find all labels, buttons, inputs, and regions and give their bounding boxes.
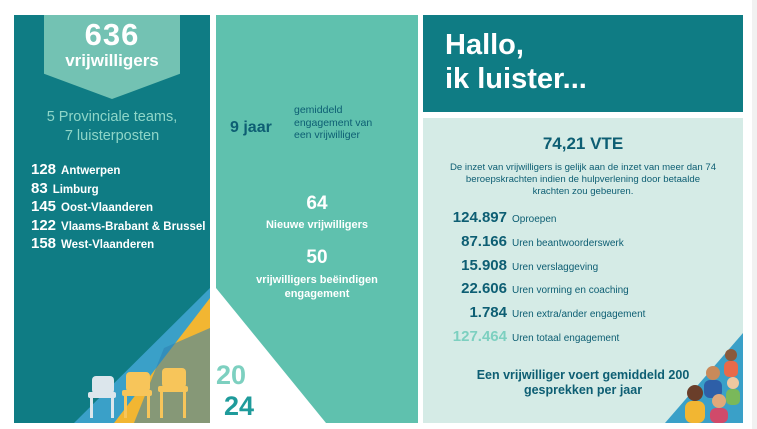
hours-label: Uren vorming en coaching bbox=[512, 285, 629, 297]
volunteer-total: 636 bbox=[84, 17, 140, 52]
teams-line-1: 5 Provinciale teams, bbox=[46, 109, 178, 125]
province-name: West-Vlaanderen bbox=[61, 239, 155, 252]
province-stats bbox=[31, 161, 205, 254]
hours-value: 124.897 bbox=[452, 209, 507, 226]
year-part-1: 20 bbox=[216, 360, 247, 390]
teams-summary bbox=[14, 108, 210, 146]
ended-label-line-1: vrijwilligers beëindigen bbox=[256, 274, 378, 286]
ended-label-line-2: engagement bbox=[284, 288, 350, 300]
greeting-line-1: Hallo, bbox=[445, 29, 524, 61]
summary-line-2: gesprekken per jaar bbox=[523, 383, 643, 397]
engagement-panel bbox=[216, 15, 418, 423]
scrollbar-strip bbox=[752, 0, 757, 429]
province-count: 83 bbox=[31, 179, 48, 197]
teams-line-2: 7 luisterposten bbox=[64, 128, 160, 144]
greeting-panel bbox=[423, 15, 743, 112]
province-count: 122 bbox=[31, 216, 57, 234]
years-desc-line-3: een vrijwilliger bbox=[294, 129, 360, 141]
vte-description: De inzet van vrijwilligers is gelijk aan de inzet van meer dan 74 beroepskrachten indien de hulpverlening door betaalde krachten zou gebeuren. bbox=[449, 162, 717, 197]
years-desc-line-2: engagement van bbox=[294, 116, 373, 129]
average-years-description bbox=[294, 104, 414, 142]
province-name: Vlaams-Brabant & Brussel bbox=[61, 220, 206, 233]
province-name: Antwerpen bbox=[61, 165, 121, 177]
chairs-illustration bbox=[14, 288, 210, 423]
summary-line-1: Een vrijwilliger voert gemiddeld 200 bbox=[476, 368, 690, 382]
hours-value: 22.606 bbox=[461, 280, 507, 298]
province-count: 145 bbox=[31, 198, 57, 216]
vte-value: 74,21 VTE bbox=[542, 134, 624, 153]
hours-label: Uren beantwoorderswerk bbox=[512, 237, 624, 249]
new-volunteers-value: 64 bbox=[306, 193, 328, 214]
hours-label: Oproepen bbox=[512, 214, 557, 225]
greeting-line-2: ik luister... bbox=[445, 63, 587, 95]
province-count: 158 bbox=[31, 235, 57, 253]
hours-value: 127.464 bbox=[452, 327, 507, 345]
hours-label: Uren extra/ander engagement bbox=[512, 309, 646, 321]
province-row bbox=[31, 180, 205, 199]
year-part-2: 24 bbox=[224, 391, 255, 421]
hours-value: 15.908 bbox=[461, 256, 507, 274]
volunteer-total-label: vrijwilligers bbox=[65, 51, 159, 70]
province-name: Limburg bbox=[52, 183, 99, 196]
province-name: Oost-Vlaanderen bbox=[61, 202, 154, 215]
province-row bbox=[31, 217, 205, 236]
hours-row bbox=[433, 257, 645, 281]
years-desc-line-1: gemiddeld bbox=[294, 104, 343, 116]
hours-list bbox=[433, 209, 645, 352]
hours-value: 87.166 bbox=[461, 232, 507, 250]
province-count: 128 bbox=[31, 161, 57, 178]
hours-row bbox=[433, 328, 645, 352]
hours-value: 1.784 bbox=[469, 304, 507, 322]
new-volunteers-label: Nieuwe vrijwilligers bbox=[265, 219, 369, 231]
greeting-heading bbox=[445, 28, 587, 96]
hours-row bbox=[433, 233, 645, 257]
province-row bbox=[31, 161, 205, 180]
province-row bbox=[31, 198, 205, 217]
hours-row bbox=[433, 280, 645, 304]
ended-volunteers-value: 50 bbox=[306, 247, 328, 268]
hours-panel bbox=[423, 118, 743, 423]
hours-row bbox=[433, 209, 645, 233]
hours-label: Uren totaal engagement bbox=[512, 332, 620, 344]
volunteers-panel bbox=[14, 15, 210, 423]
hours-label: Uren verslaggeving bbox=[512, 261, 599, 273]
province-row bbox=[31, 235, 205, 254]
hours-row bbox=[433, 304, 645, 328]
average-years-value: 9 jaar bbox=[230, 119, 272, 136]
people-illustration bbox=[665, 333, 743, 423]
